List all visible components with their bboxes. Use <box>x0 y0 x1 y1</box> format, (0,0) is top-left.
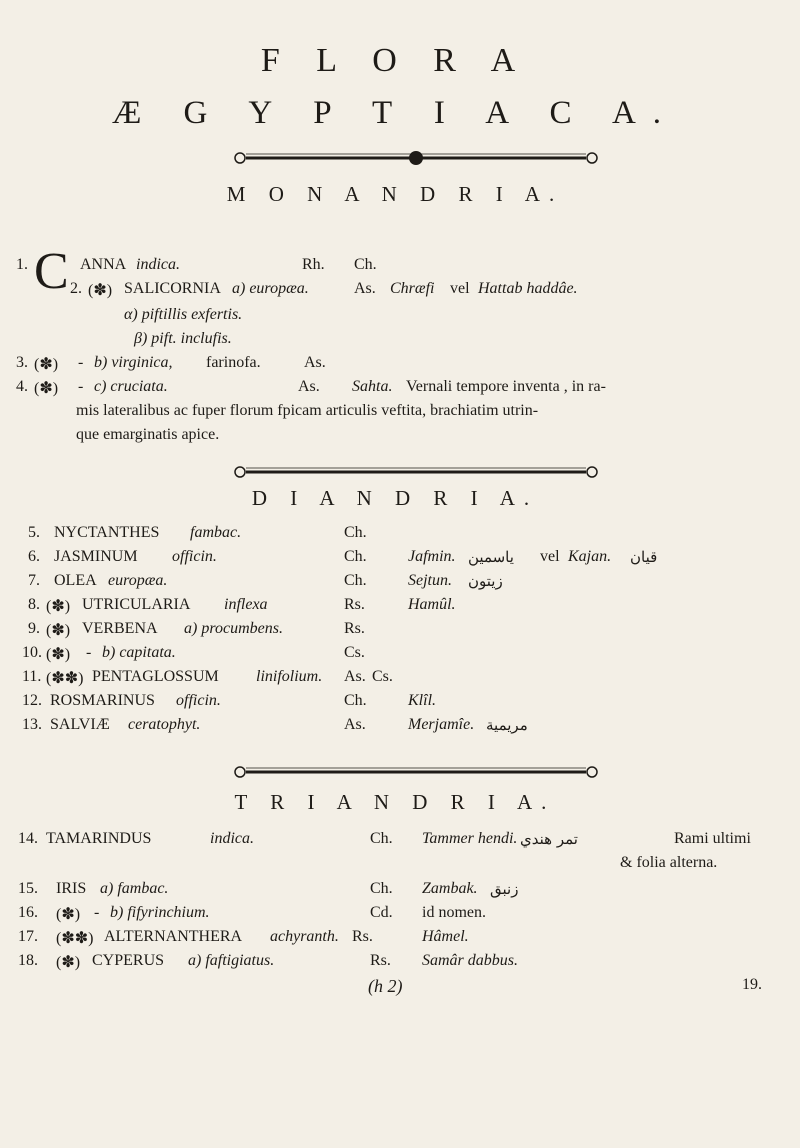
species: a) faftigiatus. <box>188 952 275 969</box>
ditto-dash: - <box>78 378 84 395</box>
entry-number: 14. <box>18 830 38 847</box>
entry-number: 17. <box>18 928 38 945</box>
list-item <box>0 524 800 548</box>
rarity-symbol: (✽) <box>34 380 59 397</box>
source: Ch. <box>344 548 367 565</box>
variety-alpha: α) piftillis exfertis. <box>124 306 243 323</box>
source: Rs. <box>370 952 391 969</box>
species: ceratophyt. <box>128 716 201 733</box>
list-item <box>0 830 800 854</box>
source: As. <box>344 716 366 733</box>
genus: ROSMARINUS <box>50 692 155 709</box>
rarity-symbol: (✽✽) <box>46 670 84 687</box>
list-item <box>0 668 800 692</box>
rarity-symbol: (✽) <box>46 622 71 639</box>
vernacular-name: Hamûl. <box>408 596 456 613</box>
entry-number: 3. <box>16 354 28 371</box>
genus: NYCTANTHES <box>54 524 160 541</box>
source: Rs. <box>352 928 373 945</box>
ornamental-divider <box>232 464 600 480</box>
genus: PENTAGLOSSUM <box>92 668 219 685</box>
rarity-symbol: (✽✽) <box>56 930 94 947</box>
species: inflexa <box>224 596 268 613</box>
locality: Ch. <box>354 256 377 273</box>
title-aegyptiaca: Æ G Y P T I A C A. <box>111 95 679 131</box>
vel-word: vel <box>450 280 470 297</box>
arabic-name: تمر هندي <box>520 830 578 848</box>
note: Vernali tempore inventa , in ra- <box>406 378 606 395</box>
vernacular-name: Samâr dabbus. <box>422 952 519 969</box>
species: b) capitata. <box>102 644 176 661</box>
species: c) cruciata. <box>94 378 168 395</box>
arabic-name-2: قيان <box>630 548 658 566</box>
species: indica. <box>210 830 254 847</box>
list-item <box>0 548 800 572</box>
heading-diandria: D I A N D R I A. <box>251 486 539 510</box>
list-item <box>0 596 800 620</box>
genus: SALVIÆ <box>50 716 110 733</box>
arabic-name: زنبق <box>490 880 519 898</box>
species: b) fifyrinchium. <box>110 904 210 921</box>
entry-number: 18. <box>18 952 38 969</box>
vernacular-name: id nomen. <box>422 904 486 921</box>
rarity-symbol: (✽) <box>46 598 71 615</box>
species: officin. <box>176 692 221 709</box>
genus: SALICORNIA <box>124 280 221 297</box>
drop-cap: C <box>34 243 69 300</box>
source: Ch. <box>370 880 393 897</box>
list-item <box>0 952 800 976</box>
species: fambac. <box>190 524 242 541</box>
genus: CYPERUS <box>92 952 165 969</box>
title-flora: F L O R A <box>260 42 530 79</box>
vernacular-name: Hâmel. <box>422 928 469 945</box>
genus: VERBENA <box>82 620 158 637</box>
species: europæa. <box>108 572 168 589</box>
genus: IRIS <box>56 880 87 897</box>
ornamental-divider <box>232 764 600 780</box>
variety-beta: β) pift. inclufis. <box>134 330 232 347</box>
source: Rs. <box>344 596 365 613</box>
species: b) virginica, <box>94 354 173 371</box>
species: achyranth. <box>270 928 339 945</box>
source: As. <box>304 354 326 371</box>
source: Ch. <box>370 830 393 847</box>
catchword: 19. <box>742 976 762 993</box>
entry-number: 2. <box>70 280 82 297</box>
rarity-symbol: (✽) <box>46 646 71 663</box>
rarity-symbol: (✽) <box>34 356 59 373</box>
entry-number: 16. <box>18 904 38 921</box>
entry-number: 11. <box>22 668 42 685</box>
vernacular-name: Merjamîe. <box>408 716 475 733</box>
note: farinofa. <box>206 354 261 371</box>
source: Ch. <box>344 524 367 541</box>
arabic-name: زيتون <box>468 572 503 590</box>
species: a) europæa. <box>232 280 309 297</box>
entry-number: 5. <box>28 524 40 541</box>
entry-number: 8. <box>28 596 40 613</box>
rarity-symbol: (✽) <box>56 906 81 923</box>
entry-number: 6. <box>28 548 40 565</box>
genus: TAMARINDUS <box>46 830 152 847</box>
list-item <box>0 620 800 644</box>
list-item <box>0 692 800 716</box>
locality: Cs. <box>372 668 393 685</box>
genus: JASMINUM <box>54 548 138 565</box>
list-item <box>0 716 800 740</box>
entry-number: 7. <box>28 572 40 589</box>
entry-number: 1. <box>16 256 28 273</box>
note-continuation: & folia alterna. <box>620 854 718 871</box>
heading-triandria: T R I A N D R I A. <box>234 790 556 814</box>
species: officin. <box>172 548 217 565</box>
entry-number: 10. <box>22 644 42 661</box>
vernacular-name: Chræfi <box>390 280 435 297</box>
entry-number: 12. <box>22 692 42 709</box>
vel-word: vel <box>540 548 560 565</box>
list-item <box>0 572 800 596</box>
entry-number: 13. <box>22 716 42 733</box>
source: Rh. <box>302 256 325 273</box>
arabic-name: مريمية <box>486 716 528 734</box>
note-continuation: mis lateralibus ac fuper florum fpicam articulis veftita, brachiatim utrin- <box>76 402 539 419</box>
species: indica. <box>136 256 180 273</box>
rarity-symbol: (✽) <box>88 282 113 299</box>
source: As. <box>298 378 320 395</box>
vernacular-name: Sahta. <box>352 378 393 395</box>
entry-number: 9. <box>28 620 40 637</box>
list-item <box>0 880 800 904</box>
ditto-dash: - <box>86 644 92 661</box>
source: Ch. <box>344 572 367 589</box>
ornamental-divider <box>232 150 600 166</box>
heading-monandria: M O N A N D R I A. <box>226 182 564 206</box>
vernacular-name-2: Hattab haddâe. <box>478 280 578 297</box>
genus: UTRICULARIA <box>82 596 191 613</box>
list-item <box>0 904 800 928</box>
arabic-name: ياسمين <box>468 548 514 566</box>
vernacular-name-2: Kajan. <box>568 548 612 565</box>
list-item <box>0 854 800 878</box>
source: Cs. <box>344 644 365 661</box>
ditto-dash: - <box>78 354 84 371</box>
source: Cd. <box>370 904 393 921</box>
ditto-dash: - <box>94 904 100 921</box>
entry-number: 15. <box>18 880 38 897</box>
vernacular-name: Klîl. <box>408 692 437 709</box>
species: linifolium. <box>256 668 323 685</box>
vernacular-name: Sejtun. <box>408 572 452 589</box>
entry-number: 4. <box>16 378 28 395</box>
source: As. <box>344 668 366 685</box>
note: Rami ultimi <box>674 830 751 847</box>
source: As. <box>354 280 376 297</box>
genus: ANNA <box>80 256 127 273</box>
vernacular-name: Jafmin. <box>408 548 456 565</box>
species: a) procumbens. <box>184 620 283 637</box>
rarity-symbol: (✽) <box>56 954 81 971</box>
species: a) fambac. <box>100 880 169 897</box>
note-continuation: que emarginatis apice. <box>76 426 220 443</box>
list-item <box>0 644 800 668</box>
vernacular-name: Zambak. <box>422 880 478 897</box>
source: Ch. <box>344 692 367 709</box>
genus: OLEA <box>54 572 97 589</box>
source: Rs. <box>344 620 365 637</box>
genus: ALTERNANTHERA <box>104 928 243 945</box>
signature-mark: (h 2) <box>368 976 403 996</box>
vernacular-name: Tammer hendi. <box>422 830 518 847</box>
list-item <box>0 928 800 952</box>
